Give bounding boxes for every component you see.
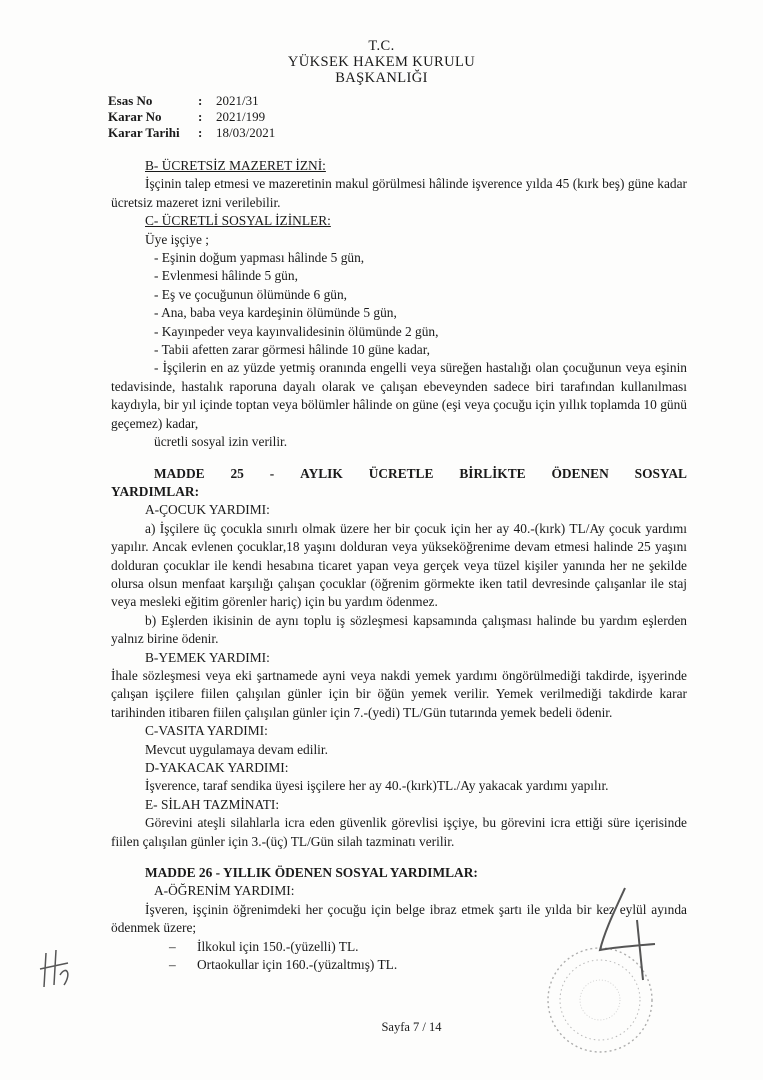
paragraph-yemek: İhale sözleşmesi veya eki şartnamede ayni veya nakdi yemek yardımı öngörülmediği takdirde, işyerinde çalışan işçilere fiilen çalışılan günler için bir öğün yemek verilir. Yemek verilmediği takdirde karar tarihinden itibaren fiilen çalışılan günler için 7.-(yedi) TL/Gün tutarında yemek bedeli ödenir. xyxy=(111,667,687,720)
paragraph-c-intro: Üye işçiye ; xyxy=(145,231,209,247)
section-title-yakacak: D-YAKACAK YARDIMI: xyxy=(145,760,289,775)
paragraph-yakacak: İşverence, taraf sendika üyesi işçilere her ay 40.-(kırk)TL./Ay yakacak yardımı yapılır. xyxy=(145,778,609,794)
title-word: 25 xyxy=(230,465,244,481)
spacer xyxy=(111,851,687,864)
section-title-vasita: C-VASITA YARDIMI: xyxy=(145,723,268,739)
title-word: SOSYAL xyxy=(634,465,687,481)
title-word: - xyxy=(269,465,275,481)
section-title-ogrenim: A-ÖĞRENİM YARDIMI: xyxy=(154,883,295,899)
paragraph-b: İşçinin talep etmesi ve mazeretinin makul görülmesi hâlinde işverence yılda 45 (kırk beş) güne kadar ücretsiz mazeret izni verilebilir. xyxy=(111,176,687,210)
page-number: Sayfa 7 / 14 xyxy=(381,1020,442,1034)
paragraph-cocuk-a: a) İşçilere üç çocukla sınırlı olmak üzere her bir çocuk için her ay 40.-(kırk) TL/Ay çocuk yardımı yapılır. Ancak evlenen çocuklar,18 yaşını dolduran veya yükseköğrenime devam etmesi halinde 25 yaşını dolduran çocuklar ile kendi hesabına ticaret yapan veya gerçek veya tüzel kişiler yanında her ne şekilde olursa olsun menfaat karşılığı çalışan çocuklar (öğrenim görmekte iken tatil devresinde çalışanlar ile staj veya mesleki eğitim görenler hariç) için bu yardım ödenmez. xyxy=(111,520,687,610)
header-presidency: BAŞKANLIĞI xyxy=(335,70,428,86)
signature-icon xyxy=(585,880,675,990)
title-word: MADDE xyxy=(154,465,205,481)
list-item: - Eş ve çocuğunun ölümünde 6 gün, xyxy=(154,286,348,302)
paragraph-vasita: Mevcut uygulamaya devam edilir. xyxy=(145,741,328,757)
title-word: ÜCRETLE xyxy=(368,465,434,481)
list-item: - Tabii afetten zarar görmesi hâlinde 10 güne kadar, xyxy=(154,342,431,358)
document-body xyxy=(111,157,687,974)
meta-colon: : xyxy=(198,109,203,124)
header-institution: YÜKSEK HAKEM KURULU xyxy=(287,54,476,70)
meta-label: Karar Tarihi xyxy=(108,125,180,140)
section-title-text: B- ÜCRETSİZ MAZERET İZNİ: xyxy=(145,158,326,173)
list-item: - Evlenmesi hâlinde 5 gün, xyxy=(154,268,298,284)
title-word: AYLIK xyxy=(300,465,343,481)
document-header xyxy=(0,38,763,86)
meta-value: 18/03/2021 xyxy=(216,125,276,140)
title-word: ÖDENEN xyxy=(551,465,609,481)
title-word: BİRLİKTE xyxy=(459,465,526,481)
meta-colon: : xyxy=(198,125,203,140)
section-title-silah: E- SİLAH TAZMİNATI: xyxy=(145,796,280,812)
madde25-title-line2: YARDIMLAR: xyxy=(111,483,200,499)
section-title-text: C- ÜCRETLİ SOSYAL İZİNLER: xyxy=(145,213,331,229)
meta-row-tarih xyxy=(108,125,275,141)
dash-bullet: – xyxy=(169,957,176,973)
section-title-yemek: B-YEMEK YARDIMI: xyxy=(145,649,270,665)
header-tc: T.C. xyxy=(368,38,395,54)
dash-bullet: – xyxy=(169,938,176,954)
list-item: - Kayınpeder veya kayınvalidesinin ölümünde 2 gün, xyxy=(154,323,439,339)
initials-icon xyxy=(38,945,78,995)
section-title-c xyxy=(111,212,687,230)
list-item-text: İlkokul için 150.-(yüzelli) TL. xyxy=(197,938,359,954)
paragraph-ogrenim: İşveren, işçinin öğrenimdeki her çocuğu için belge ibraz etmek şartı ile yılda bir kez eylül ayında ödenmek üzere; xyxy=(111,901,687,936)
meta-value: 2021/199 xyxy=(216,109,266,124)
meta-label: Karar No xyxy=(108,109,162,124)
spacer xyxy=(111,452,687,465)
list-item-text: Ortaokullar için 160.-(yüzaltmış) TL. xyxy=(197,957,398,973)
meta-colon: : xyxy=(198,93,203,108)
paragraph-silah: Görevini ateşli silahlarla icra eden güvenlik görevlisi işçiye, bu görevini icra ettiği süre içerisinde fiilen çalışılan günler için 3.-(üç) TL/Gün silah tazminatı verilir. xyxy=(111,815,687,849)
section-title-b xyxy=(111,157,687,175)
section-title-cocuk: A-ÇOCUK YARDIMI: xyxy=(145,502,270,518)
meta-label: Esas No xyxy=(108,93,153,108)
paragraph-c-end: ücretli sosyal izin verilir. xyxy=(154,434,288,450)
paragraph-c-long: - İşçilerin en az yüzde yetmiş oranında engelli veya süreğen hastalığı olan çocuğunun veya eşinin tedavisinde, hastalık raporuna dayalı olarak ve çalışan ebeveynden sadece biri tarafından kullanılması kaydıyla, bir yıl içinde toptan veya bölümler hâlinde on güne (eşi veya çocuğu için yıllık toplamda 10 günü geçemez) kadar, xyxy=(111,360,687,431)
meta-row-esas xyxy=(108,93,275,109)
list-item: - Ana, baba veya kardeşinin ölümünde 5 gün, xyxy=(154,305,397,321)
meta-row-karar xyxy=(108,109,275,125)
madde26-title: MADDE 26 - YILLIK ÖDENEN SOSYAL YARDIMLAR: xyxy=(145,865,478,881)
list-item: - Eşinin doğum yapması hâlinde 5 gün, xyxy=(154,250,365,266)
meta-value: 2021/31 xyxy=(216,93,259,108)
paragraph-cocuk-b: b) Eşlerden ikisinin de aynı toplu iş sözleşmesi kapsamında çalışması halinde bu yardım eşlerden yalnız birine ödenir. xyxy=(111,612,687,647)
madde25-title xyxy=(111,465,687,483)
case-meta xyxy=(108,93,275,141)
